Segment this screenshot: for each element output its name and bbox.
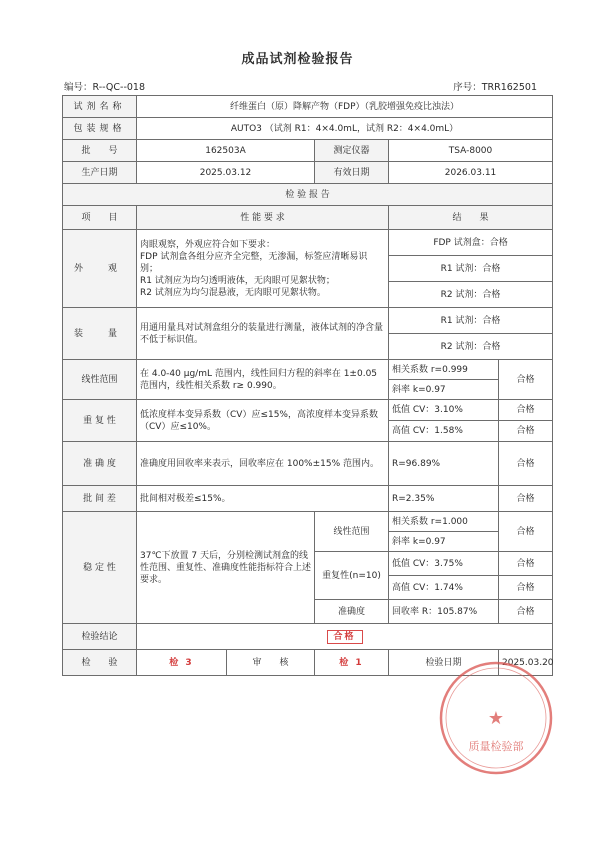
batch-label: 批 号 [63,140,137,162]
mfg-date-label: 生产日期 [63,162,137,184]
reviewer-cell [315,650,389,676]
stability-label: 稳 定 性 [63,512,137,624]
doc-number: 编号：R--QC--018 [64,82,146,93]
reagent-name-label: 试剂名称 [63,96,137,118]
batch-diff-requirement: 批间相对极差≤15%。 [137,486,389,512]
stability-result-r: 相关系数 r=1.000 [389,512,499,532]
svg-text:★: ★ [487,708,505,729]
linearity-requirement: 在 4.0-40 μg/mL 范围内，线性回归方程的斜率在 1±0.05 范围内，线性相关系数 r≥ 0.990。 [137,360,389,400]
appearance-result-r2: R2 试剂：合格 [389,282,553,308]
report-title: 成品试剂检验报告 [241,52,354,67]
instrument-label: 测定仪器 [315,140,389,162]
repeatability-verdict-high: 合格 [499,421,553,442]
stability-result-recovery: 回收率 R：105.87% [389,600,499,624]
inspection-date-label: 检验日期 [389,650,499,676]
col-result: 结 果 [389,206,553,230]
appearance-req-line: R1 试剂应为均匀透明液体，无肉眼可见絮状物； [140,275,335,286]
company-seal [438,660,554,776]
stability-verdict-low: 合格 [499,552,553,576]
batch-diff-verdict: 合格 [499,486,553,512]
appearance-requirement [137,230,389,308]
linearity-label: 线性范围 [63,360,137,400]
package-spec-value: AUTO3 （试剂 R1：4×4.0mL，试剂 R2：4×4.0mL） [137,118,553,140]
linearity-result-r: 相关系数 r=0.999 [389,360,499,380]
conclusion-stamp: 合格 [327,630,363,644]
volume-result-r2: R2 试剂：合格 [389,334,553,360]
batch-diff-label: 批 间 差 [63,486,137,512]
linearity-result-k: 斜率 k=0.97 [389,380,499,400]
col-requirement: 性 能 要 求 [137,206,389,230]
appearance-req-line: FDP 试剂盒各组分应齐全完整，无渗漏，标签应清晰易识别； [140,251,368,274]
repeatability-result-low: 低值 CV：3.10% [389,400,499,421]
stability-verdict-high: 合格 [499,576,553,600]
inspector-signature: 检 3 [169,657,194,668]
mfg-date-value: 2025.03.12 [137,162,315,184]
repeatability-verdict-low: 合格 [499,400,553,421]
stability-sub-repeatability: 重复性(n=10) [315,552,389,600]
instrument-value: TSA-8000 [389,140,553,162]
appearance-req-line: R2 试剂应为均匀混悬液，无肉眼可见絮状物。 [140,287,326,298]
batch-diff-result: R=2.35% [389,486,499,512]
conclusion-label: 检验结论 [63,624,137,650]
report-table [62,95,553,676]
stability-result-high: 高值 CV：1.74% [389,576,499,600]
reagent-name-value: 纤维蛋白（原）降解产物（FDP）（乳胶增强免疫比浊法） [137,96,553,118]
accuracy-result: R=96.89% [389,442,499,486]
inspector-cell [137,650,227,676]
appearance-result-kit: FDP 试剂盒：合格 [389,230,553,256]
conclusion-cell [137,624,553,650]
inspector-label: 检 验 [63,650,137,676]
stability-sub-accuracy: 准确度 [315,600,389,624]
reviewer-signature: 检 1 [339,657,364,668]
section-title: 检 验 报 告 [63,184,553,206]
appearance-req-line: 肉眼观察，外观应符合如下要求： [140,239,276,250]
appearance-result-r1: R1 试剂：合格 [389,256,553,282]
stability-verdict-linearity: 合格 [499,512,553,552]
stability-result-low: 低值 CV：3.75% [389,552,499,576]
expiry-date-value: 2026.03.11 [389,162,553,184]
volume-requirement: 用通用量具对试剂盒组分的装量进行测量，液体试剂的净含量不低于标识值。 [137,308,389,360]
serial-number: 序号：TRR162501 [453,82,537,93]
appearance-label: 外 观 [63,230,137,308]
inspection-date-value: 2025.03.20 [499,650,553,676]
repeatability-requirement: 低浓度样本变异系数（CV）应≤15%，高浓度样本变异系数（CV）应≤10%。 [137,400,389,442]
volume-result-r1: R1 试剂：合格 [389,308,553,334]
stability-verdict-accuracy: 合格 [499,600,553,624]
seal-text: 质量检验部 [468,740,524,753]
reviewer-label: 审 核 [227,650,315,676]
package-spec-label: 包装规格 [63,118,137,140]
stability-sub-linearity: 线性范围 [315,512,389,552]
linearity-verdict: 合格 [499,360,553,400]
stability-result-k: 斜率 k=0.97 [389,532,499,552]
accuracy-verdict: 合格 [499,442,553,486]
col-item: 项 目 [63,206,137,230]
repeatability-label: 重 复 性 [63,400,137,442]
expiry-date-label: 有效日期 [315,162,389,184]
stability-requirement: 37℃下放置 7 天后，分别检测试剂盒的线性范围、重复性、准确度性能指标符合上述要求。 [137,512,315,624]
accuracy-requirement: 准确度用回收率来表示，回收率应在 100%±15% 范围内。 [137,442,389,486]
batch-value: 162503A [137,140,315,162]
accuracy-label: 准 确 度 [63,442,137,486]
repeatability-result-high: 高值 CV：1.58% [389,421,499,442]
volume-label: 装 量 [63,308,137,360]
